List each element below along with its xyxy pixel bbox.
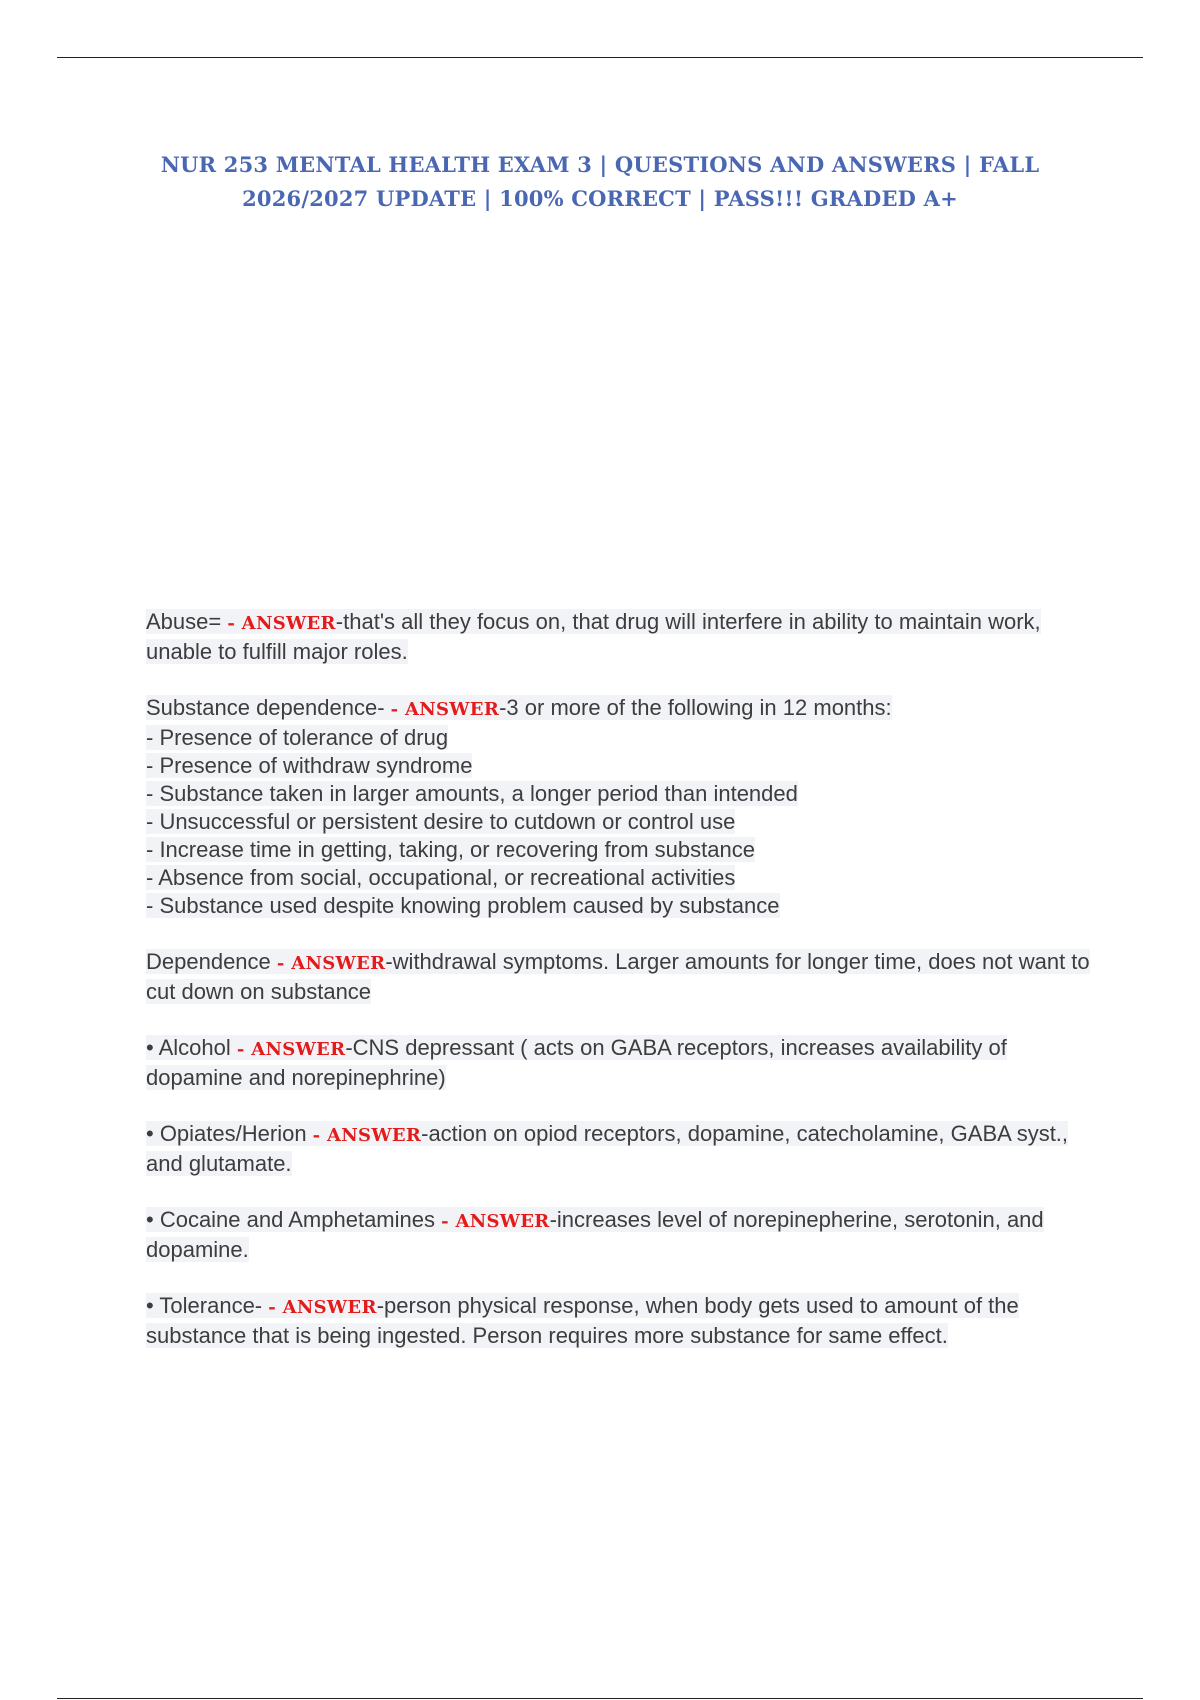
answer-text: -person physical response, when body gets used to amount of the substance that is being ingested. Person requires more substance for same effect. — [146, 1293, 1019, 1348]
list-item: - Presence of withdraw syndrome — [146, 753, 473, 778]
answer-marker: - ANSWER — [441, 1211, 550, 1232]
answer-marker: - ANSWER — [276, 953, 386, 974]
answer-marker: - ANSWER — [268, 1297, 377, 1318]
answer-text: -that's all they focus on, that drug will interfere in ability to maintain work, unable to fulfill major roles. — [146, 609, 1041, 664]
list-item: - Substance used despite knowing problem caused by substance — [146, 893, 780, 918]
answer-text: -3 or more of the following in 12 months: — [499, 695, 892, 720]
document-title — [150, 148, 1050, 216]
answer-marker: - ANSWER — [312, 1125, 422, 1146]
answer-text: -increases level of norepinepherine, serotonin, and dopamine. — [146, 1207, 1044, 1262]
qa-entry-tolerance — [146, 1292, 1096, 1350]
answer-marker: - ANSWER — [236, 1039, 346, 1060]
term: • Alcohol — [146, 1035, 237, 1060]
qa-entry-cocaine — [146, 1206, 1096, 1264]
list-item: - Absence from social, occupational, or recreational activities — [146, 865, 736, 890]
list-item: - Substance taken in larger amounts, a longer period than intended — [146, 781, 798, 806]
qa-entry-dependence — [146, 948, 1096, 1006]
qa-content — [146, 608, 1096, 1378]
answer-text: -action on opiod receptors, dopamine, catecholamine, GABA syst., and glutamate. — [146, 1121, 1069, 1176]
answer-marker: - ANSWER — [227, 613, 336, 634]
qa-entry-alcohol — [146, 1034, 1096, 1092]
list-item: - Increase time in getting, taking, or recovering from substance — [146, 837, 755, 862]
title-line-1: NUR 253 MENTAL HEALTH EXAM 3 | QUESTIONS AND ANSWERS | FALL — [160, 152, 1040, 177]
list-item: - Presence of tolerance of drug — [146, 725, 449, 750]
top-rule — [57, 57, 1143, 58]
term: • Cocaine and Amphetamines — [146, 1207, 442, 1232]
term: Substance dependence- — [146, 695, 391, 720]
term: • Tolerance- — [146, 1293, 269, 1318]
qa-entry-abuse — [146, 608, 1096, 666]
qa-entry-opiates — [146, 1120, 1096, 1178]
term: Dependence — [146, 949, 277, 974]
title-line-2: 2026/2027 UPDATE | 100% CORRECT | PASS!!! GRADED A+ — [242, 186, 958, 211]
list-item: - Unsuccessful or persistent desire to cutdown or control use — [146, 809, 736, 834]
qa-entry-substance-dependence — [146, 694, 1096, 920]
term: • Opiates/Herion — [146, 1121, 313, 1146]
answer-text: -CNS depressant ( acts on GABA receptors, increases availability of dopamine and norepinephrine) — [146, 1035, 1007, 1090]
term: Abuse= — [146, 609, 228, 634]
bottom-rule — [57, 1698, 1143, 1699]
answer-marker: - ANSWER — [390, 699, 500, 720]
answer-text: -withdrawal symptoms. Larger amounts for longer time, does not want to cut down on substance — [146, 949, 1090, 1004]
